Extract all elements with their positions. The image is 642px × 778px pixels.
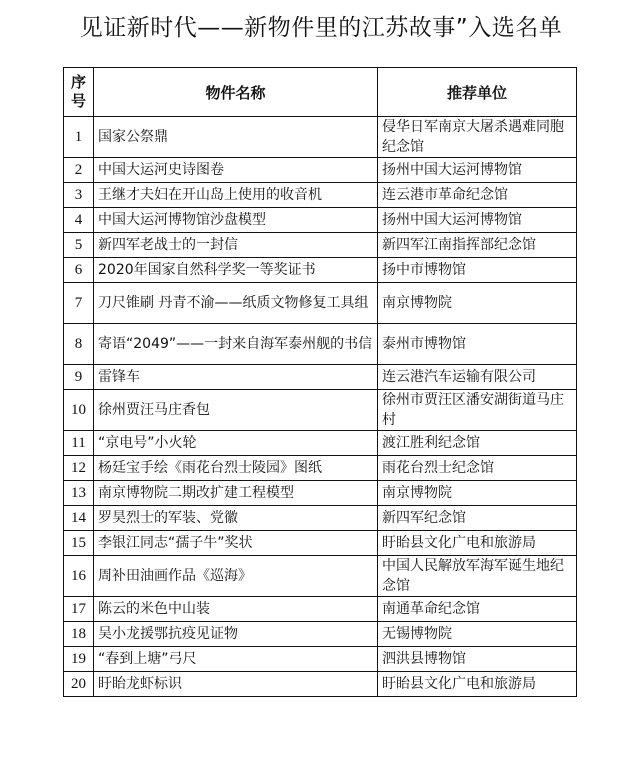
table-row xyxy=(64,283,577,324)
row-recommending-unit: 扬州中国大运河博物馆 xyxy=(378,208,577,233)
row-recommending-unit: 雨花台烈士纪念馆 xyxy=(378,456,577,481)
row-item-name: 周补田油画作品《巡海》 xyxy=(94,556,378,597)
row-recommending-unit: 无锡博物院 xyxy=(378,622,577,647)
row-item-name: 李银江同志“孺子牛”奖状 xyxy=(94,531,378,556)
header-item-name: 物件名称 xyxy=(94,68,378,117)
row-recommending-unit: 扬州中国大运河博物馆 xyxy=(378,158,577,183)
row-number: 4 xyxy=(64,208,94,233)
row-item-name: 国家公祭鼎 xyxy=(94,117,378,158)
row-number: 11 xyxy=(64,431,94,456)
row-recommending-unit: 连云港市革命纪念馆 xyxy=(378,183,577,208)
table-row xyxy=(64,647,577,672)
row-recommending-unit: 中国人民解放军海军诞生地纪念馆 xyxy=(378,556,577,597)
table-row xyxy=(64,622,577,647)
row-recommending-unit: 扬中市博物馆 xyxy=(378,258,577,283)
row-item-name: 罗昊烈士的军装、党徽 xyxy=(94,506,378,531)
row-item-name: 雷锋车 xyxy=(94,365,378,390)
row-recommending-unit: 南通革命纪念馆 xyxy=(378,597,577,622)
row-item-name: 南京博物院二期改扩建工程模型 xyxy=(94,481,378,506)
table-row xyxy=(64,531,577,556)
selection-list-table xyxy=(63,67,577,697)
row-number: 15 xyxy=(64,531,94,556)
row-item-name: “京电号”小火轮 xyxy=(94,431,378,456)
row-item-name: 2020年国家自然科学奖一等奖证书 xyxy=(94,258,378,283)
row-number: 8 xyxy=(64,324,94,365)
row-number: 12 xyxy=(64,456,94,481)
row-item-name: 新四军老战士的一封信 xyxy=(94,233,378,258)
row-number: 9 xyxy=(64,365,94,390)
row-recommending-unit: 南京博物院 xyxy=(378,283,577,324)
table-row xyxy=(64,556,577,597)
row-item-name: 王继才夫妇在开山岛上使用的收音机 xyxy=(94,183,378,208)
row-number: 16 xyxy=(64,556,94,597)
table-row xyxy=(64,208,577,233)
row-recommending-unit: 南京博物院 xyxy=(378,481,577,506)
row-item-name: 杨廷宝手绘《雨花台烈士陵园》图纸 xyxy=(94,456,378,481)
row-recommending-unit: 新四军江南指挥部纪念馆 xyxy=(378,233,577,258)
row-item-name: 陈云的米色中山装 xyxy=(94,597,378,622)
table-row xyxy=(64,456,577,481)
row-item-name: 中国大运河博物馆沙盘模型 xyxy=(94,208,378,233)
table-row xyxy=(64,117,577,158)
row-number: 20 xyxy=(64,672,94,697)
row-recommending-unit: 连云港汽车运输有限公司 xyxy=(378,365,577,390)
row-number: 2 xyxy=(64,158,94,183)
row-number: 13 xyxy=(64,481,94,506)
header-number: 序号 xyxy=(64,68,94,117)
table-row xyxy=(64,431,577,456)
table-row xyxy=(64,158,577,183)
table-row xyxy=(64,597,577,622)
table-body xyxy=(64,117,577,697)
row-number: 10 xyxy=(64,390,94,431)
row-number: 17 xyxy=(64,597,94,622)
row-item-name: “春到上塘”弓尺 xyxy=(94,647,378,672)
table-row xyxy=(64,324,577,365)
table-row xyxy=(64,390,577,431)
row-recommending-unit: 盱眙县文化广电和旅游局 xyxy=(378,531,577,556)
table-row xyxy=(64,672,577,697)
row-recommending-unit: 盱眙县文化广电和旅游局 xyxy=(378,672,577,697)
row-recommending-unit: 徐州市贾汪区潘安湖街道马庄村 xyxy=(378,390,577,431)
document-title: 见证新时代——新物件里的江苏故事”入选名单 xyxy=(79,15,563,41)
row-recommending-unit: 泰州市博物馆 xyxy=(378,324,577,365)
row-number: 3 xyxy=(64,183,94,208)
table-row xyxy=(64,365,577,390)
table-row xyxy=(64,183,577,208)
row-recommending-unit: 渡江胜利纪念馆 xyxy=(378,431,577,456)
table-row xyxy=(64,258,577,283)
row-number: 7 xyxy=(64,283,94,324)
row-recommending-unit: 新四军纪念馆 xyxy=(378,506,577,531)
row-item-name: 吴小龙援鄂抗疫见证物 xyxy=(94,622,378,647)
row-item-name: 寄语“2049”——一封来自海军泰州舰的书信 xyxy=(94,324,378,365)
table-header-row xyxy=(64,68,577,117)
table-row xyxy=(64,233,577,258)
header-recommending-unit: 推荐单位 xyxy=(378,68,577,117)
row-item-name: 中国大运河史诗图卷 xyxy=(94,158,378,183)
row-item-name: 盱眙龙虾标识 xyxy=(94,672,378,697)
row-number: 18 xyxy=(64,622,94,647)
row-number: 19 xyxy=(64,647,94,672)
row-item-name: 徐州贾汪马庄香包 xyxy=(94,390,378,431)
row-number: 6 xyxy=(64,258,94,283)
row-number: 1 xyxy=(64,117,94,158)
row-item-name: 刀尺锥刷 丹青不渝——纸质文物修复工具组 xyxy=(94,283,378,324)
row-recommending-unit: 侵华日军南京大屠杀遇难同胞纪念馆 xyxy=(378,117,577,158)
row-number: 14 xyxy=(64,506,94,531)
row-number: 5 xyxy=(64,233,94,258)
table-row xyxy=(64,481,577,506)
table-row xyxy=(64,506,577,531)
row-recommending-unit: 泗洪县博物馆 xyxy=(378,647,577,672)
